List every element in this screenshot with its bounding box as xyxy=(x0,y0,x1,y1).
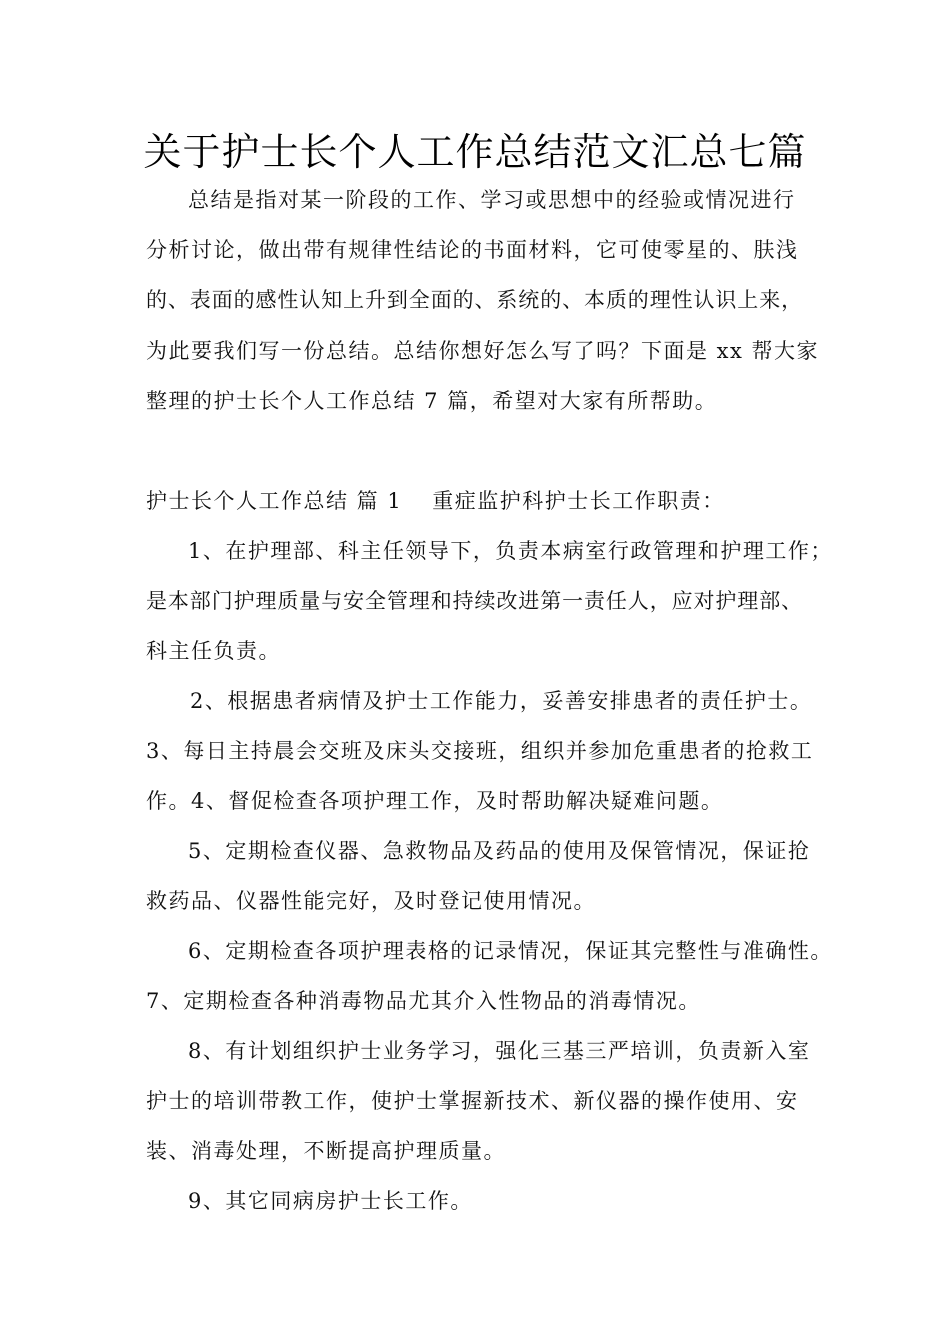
body-line: 护士的培训带教工作，使护士掌握新技术、新仪器的操作使用、安 xyxy=(146,1089,799,1113)
body-line: 7、定期检查各种消毒物品尤其介入性物品的消毒情况。 xyxy=(146,989,701,1013)
intro-line: 的、表面的感性认知上升到全面的、系统的、本质的理性认识上来， xyxy=(146,288,803,312)
section-heading: 护士长个人工作总结 篇 1 xyxy=(146,489,403,513)
intro-line: 总结是指对某一阶段的工作、学习或思想中的经验或情况进行 xyxy=(188,188,796,212)
body-line: 救药品、仪器性能完好，及时登记使用情况。 xyxy=(146,889,596,913)
document-title: 关于护士长个人工作总结范文汇总七篇 xyxy=(143,130,807,174)
body-line: 科主任负责。 xyxy=(146,639,281,663)
section-heading-row xyxy=(146,486,836,516)
body-line: 是本部门护理质量与安全管理和持续改进第一责任人，应对护理部、 xyxy=(146,589,803,613)
body-line: 1、在护理部、科主任领导下，负责本病室行政管理和护理工作； xyxy=(188,539,833,563)
intro-line: 为此要我们写一份总结。总结你想好怎么写了吗？下面是 xx 帮大家 xyxy=(146,339,820,363)
body-line: 作。4、督促检查各项护理工作，及时帮助解决疑难问题。 xyxy=(146,789,724,813)
body-line: 9、其它同病房护士长工作。 xyxy=(188,1189,473,1213)
body-line: 5、定期检查仪器、急救物品及药品的使用及保管情况，保证抢 xyxy=(188,839,811,863)
body-line: 3、每日主持晨会交班及床头交接班，组织并参加危重患者的抢救工 xyxy=(146,739,814,763)
intro-line: 分析讨论，做出带有规律性结论的书面材料，它可使零星的、肤浅 xyxy=(146,238,799,262)
body-line: 装、消毒处理，不断提高护理质量。 xyxy=(146,1139,506,1163)
body-line: 2、根据患者病情及护士工作能力，妥善安排患者的责任护士。 xyxy=(190,689,813,713)
body-line: 6、定期检查各项护理表格的记录情况，保证其完整性与准确性。 xyxy=(188,939,833,963)
section-subheading: 重症监护科护士长工作职责： xyxy=(432,489,725,513)
body-line: 8、有计划组织护士业务学习，强化三基三严培训，负责新入室 xyxy=(188,1039,811,1063)
intro-line: 整理的护士长个人工作总结 7 篇，希望对大家有所帮助。 xyxy=(146,389,718,413)
